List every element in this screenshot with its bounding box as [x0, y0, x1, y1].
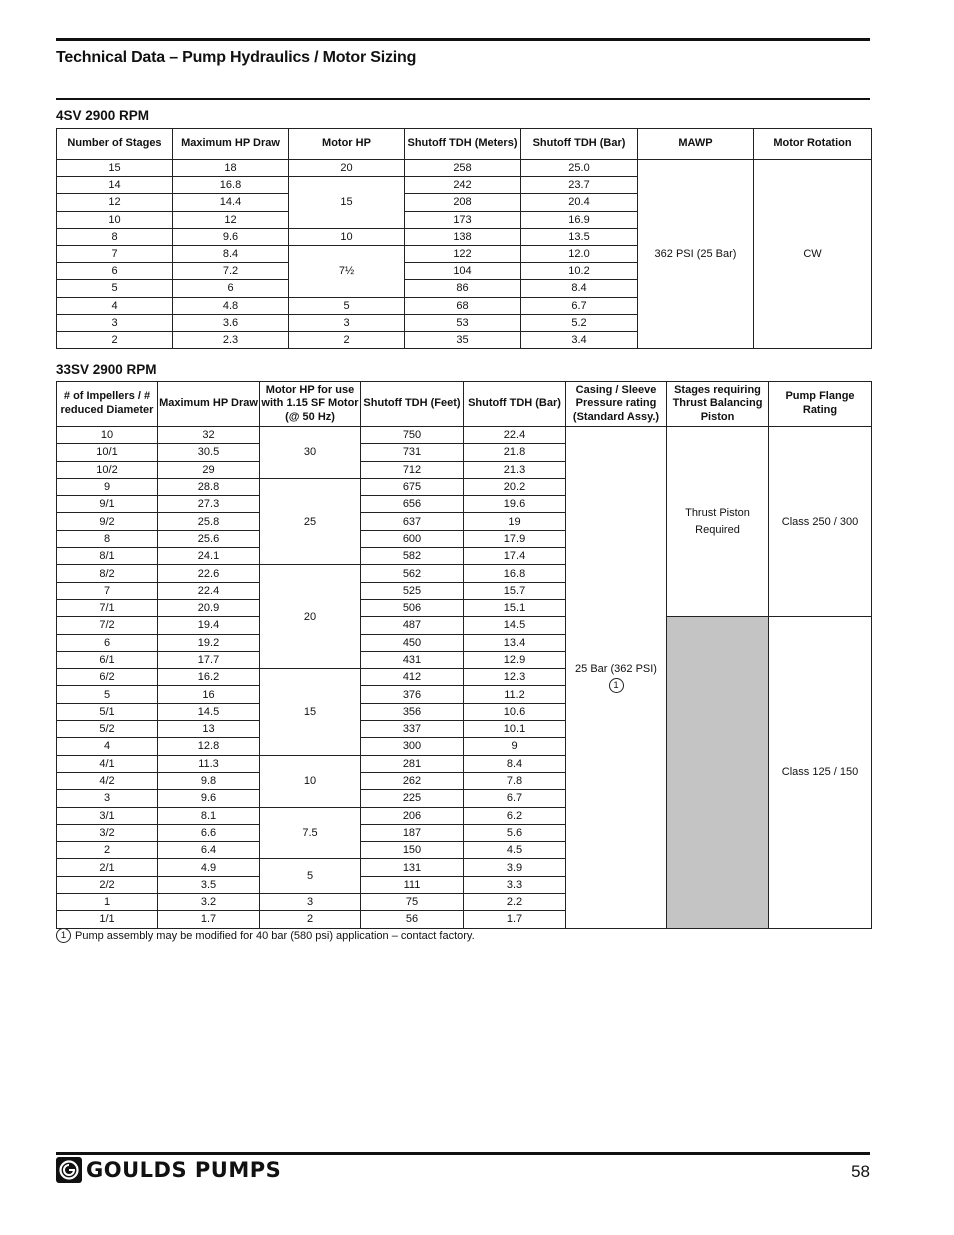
- tdh-bar-cell: 14.5: [464, 617, 566, 634]
- max-hp-cell: 12.8: [158, 738, 260, 755]
- max-hp-cell: 25.8: [158, 513, 260, 530]
- impellers-cell: 9: [57, 478, 158, 495]
- max-hp-cell: 16: [158, 686, 260, 703]
- col-header: Shutoff TDH (Meters): [405, 129, 521, 160]
- tdh-meters-cell: 86: [405, 280, 521, 297]
- tdh-bar-cell: 10.6: [464, 703, 566, 720]
- col-header: Pump Flange Rating: [769, 382, 872, 427]
- tdh-feet-cell: 600: [361, 530, 464, 547]
- tdh-bar-cell: 21.8: [464, 444, 566, 461]
- motor-hp-cell: 3: [260, 894, 361, 911]
- tdh-meters-cell: 122: [405, 245, 521, 262]
- impellers-cell: 9/2: [57, 513, 158, 530]
- tdh-feet-cell: 412: [361, 669, 464, 686]
- tdh-bar-cell: 5.2: [521, 314, 638, 331]
- stages-cell: 3: [57, 314, 173, 331]
- top-rule: [56, 38, 870, 41]
- tdh-bar-cell: 15.1: [464, 599, 566, 616]
- col-header: Shutoff TDH (Bar): [464, 382, 566, 427]
- tdh-feet-cell: 712: [361, 461, 464, 478]
- tdh-feet-cell: 750: [361, 427, 464, 444]
- tdh-feet-cell: 431: [361, 651, 464, 668]
- impellers-cell: 1: [57, 894, 158, 911]
- motor-hp-cell: 10: [289, 228, 405, 245]
- max-hp-cell: 3.6: [173, 314, 289, 331]
- max-hp-cell: 2.3: [173, 331, 289, 348]
- tdh-bar-cell: 16.9: [521, 211, 638, 228]
- page-number: 58: [851, 1162, 870, 1181]
- max-hp-cell: 3.5: [158, 876, 260, 893]
- motor-hp-cell: 2: [260, 911, 361, 928]
- tdh-meters-cell: 104: [405, 263, 521, 280]
- max-hp-cell: 30.5: [158, 444, 260, 461]
- casing-pressure-text: 25 Bar (362 PSI): [575, 662, 657, 675]
- tdh-feet-cell: 150: [361, 842, 464, 859]
- tdh-feet-cell: 562: [361, 565, 464, 582]
- col-header: Stages requiring Thrust Balancing Piston: [667, 382, 769, 427]
- max-hp-cell: 8.4: [173, 245, 289, 262]
- max-hp-cell: 18: [173, 160, 289, 177]
- tdh-feet-cell: 206: [361, 807, 464, 824]
- tdh-feet-cell: 487: [361, 617, 464, 634]
- tdh-bar-cell: 20.2: [464, 478, 566, 495]
- page-title: Technical Data – Pump Hydraulics / Motor Sizing: [56, 49, 417, 66]
- footnote: [56, 928, 475, 943]
- tdh-feet-cell: 356: [361, 703, 464, 720]
- tdh-bar-cell: 13.5: [521, 228, 638, 245]
- tdh-feet-cell: 675: [361, 478, 464, 495]
- max-hp-cell: 28.8: [158, 478, 260, 495]
- impellers-cell: 2/1: [57, 859, 158, 876]
- tdh-feet-cell: 450: [361, 634, 464, 651]
- section-rule: [56, 98, 870, 100]
- col-header: Casing / Sleeve Pressure rating (Standard Assy.): [566, 382, 667, 427]
- max-hp-cell: 6.6: [158, 824, 260, 841]
- flange-rating-cell: Class 125 / 150: [769, 617, 872, 928]
- motor-rotation-cell: CW: [754, 160, 872, 349]
- tdh-bar-cell: 12.3: [464, 669, 566, 686]
- max-hp-cell: 14.5: [158, 703, 260, 720]
- tdh-feet-cell: 731: [361, 444, 464, 461]
- tdh-meters-cell: 173: [405, 211, 521, 228]
- motor-hp-cell: 30: [260, 427, 361, 479]
- max-hp-cell: 22.6: [158, 565, 260, 582]
- max-hp-cell: 16.8: [173, 177, 289, 194]
- motor-hp-cell: 15: [289, 177, 405, 229]
- max-hp-cell: 3.2: [158, 894, 260, 911]
- max-hp-cell: 8.1: [158, 807, 260, 824]
- goulds-logo: [56, 1157, 281, 1183]
- impellers-cell: 3/1: [57, 807, 158, 824]
- tdh-feet-cell: 506: [361, 599, 464, 616]
- stages-cell: 12: [57, 194, 173, 211]
- max-hp-cell: 19.2: [158, 634, 260, 651]
- tdh-feet-cell: 582: [361, 548, 464, 565]
- impellers-cell: 2: [57, 842, 158, 859]
- tdh-meters-cell: 53: [405, 314, 521, 331]
- impellers-cell: 8/2: [57, 565, 158, 582]
- max-hp-cell: 6.4: [158, 842, 260, 859]
- col-header: Maximum HP Draw: [158, 382, 260, 427]
- col-header: Shutoff TDH (Bar): [521, 129, 638, 160]
- table-4sv: [56, 128, 872, 349]
- table-33sv: [56, 381, 872, 929]
- motor-hp-cell: 2: [289, 331, 405, 348]
- flange-rating-cell: Class 250 / 300: [769, 427, 872, 617]
- tdh-bar-cell: 16.8: [464, 565, 566, 582]
- motor-hp-cell: 20: [260, 565, 361, 669]
- impellers-cell: 6/2: [57, 669, 158, 686]
- footnote-text: Pump assembly may be modified for 40 bar (580 psi) application – contact factory.: [75, 929, 475, 942]
- tdh-feet-cell: 262: [361, 772, 464, 789]
- max-hp-cell: 29: [158, 461, 260, 478]
- impellers-cell: 10/1: [57, 444, 158, 461]
- col-header: Number of Stages: [57, 129, 173, 160]
- max-hp-cell: 22.4: [158, 582, 260, 599]
- tdh-bar-cell: 19: [464, 513, 566, 530]
- impellers-cell: 10: [57, 427, 158, 444]
- tdh-bar-cell: 10.2: [521, 263, 638, 280]
- tdh-bar-cell: 20.4: [521, 194, 638, 211]
- tdh-feet-cell: 56: [361, 911, 464, 928]
- tdh-bar-cell: 21.3: [464, 461, 566, 478]
- max-hp-cell: 7.2: [173, 263, 289, 280]
- tdh-bar-cell: 8.4: [521, 280, 638, 297]
- table-row: [57, 160, 872, 177]
- max-hp-cell: 12: [173, 211, 289, 228]
- tdh-feet-cell: 225: [361, 790, 464, 807]
- logo-text: GOULDS PUMPS: [86, 1158, 282, 1182]
- tdh-bar-cell: 3.9: [464, 859, 566, 876]
- tdh-feet-cell: 111: [361, 876, 464, 893]
- stages-cell: 4: [57, 297, 173, 314]
- stages-cell: 8: [57, 228, 173, 245]
- max-hp-cell: 4.9: [158, 859, 260, 876]
- footnote-marker: 1: [56, 928, 71, 943]
- tdh-feet-cell: 637: [361, 513, 464, 530]
- impellers-cell: 4/1: [57, 755, 158, 772]
- tdh-bar-cell: 15.7: [464, 582, 566, 599]
- motor-hp-cell: 7½: [289, 245, 405, 297]
- max-hp-cell: 9.6: [158, 790, 260, 807]
- tdh-feet-cell: 187: [361, 824, 464, 841]
- max-hp-cell: 6: [173, 280, 289, 297]
- tdh-feet-cell: 131: [361, 859, 464, 876]
- motor-hp-cell: 25: [260, 478, 361, 564]
- max-hp-cell: 1.7: [158, 911, 260, 928]
- impellers-cell: 4: [57, 738, 158, 755]
- tdh-meters-cell: 258: [405, 160, 521, 177]
- impellers-cell: 6/1: [57, 651, 158, 668]
- col-header: Shutoff TDH (Feet): [361, 382, 464, 427]
- impellers-cell: 9/1: [57, 496, 158, 513]
- max-hp-cell: 25.6: [158, 530, 260, 547]
- tdh-bar-cell: 12.0: [521, 245, 638, 262]
- tdh-meters-cell: 35: [405, 331, 521, 348]
- impellers-cell: 7/2: [57, 617, 158, 634]
- tdh-bar-cell: 22.4: [464, 427, 566, 444]
- max-hp-cell: 20.9: [158, 599, 260, 616]
- goulds-logo-icon: [56, 1157, 82, 1183]
- max-hp-cell: 9.6: [173, 228, 289, 245]
- impellers-cell: 6: [57, 634, 158, 651]
- tdh-feet-cell: 656: [361, 496, 464, 513]
- motor-hp-cell: 15: [260, 669, 361, 755]
- max-hp-cell: 14.4: [173, 194, 289, 211]
- stages-cell: 5: [57, 280, 173, 297]
- tdh-bar-cell: 3.4: [521, 331, 638, 348]
- tdh-bar-cell: 6.7: [464, 790, 566, 807]
- impellers-cell: 7/1: [57, 599, 158, 616]
- tdh-feet-cell: 300: [361, 738, 464, 755]
- table-row: [57, 617, 872, 634]
- col-header: Motor Rotation: [754, 129, 872, 160]
- tdh-meters-cell: 242: [405, 177, 521, 194]
- tdh-bar-cell: 23.7: [521, 177, 638, 194]
- impellers-cell: 5/1: [57, 703, 158, 720]
- stages-cell: 10: [57, 211, 173, 228]
- max-hp-cell: 19.4: [158, 617, 260, 634]
- motor-hp-cell: 5: [289, 297, 405, 314]
- table1-title: 4SV 2900 RPM: [56, 108, 150, 123]
- footnote-marker: 1: [609, 678, 624, 693]
- tdh-bar-cell: 7.8: [464, 772, 566, 789]
- max-hp-cell: 9.8: [158, 772, 260, 789]
- tdh-feet-cell: 281: [361, 755, 464, 772]
- tdh-bar-cell: 19.6: [464, 496, 566, 513]
- table-row: [57, 427, 872, 444]
- stages-cell: 15: [57, 160, 173, 177]
- col-header: MAWP: [638, 129, 754, 160]
- stages-cell: 2: [57, 331, 173, 348]
- tdh-bar-cell: 12.9: [464, 651, 566, 668]
- max-hp-cell: 17.7: [158, 651, 260, 668]
- stages-cell: 14: [57, 177, 173, 194]
- impellers-cell: 5: [57, 686, 158, 703]
- table2-title: 33SV 2900 RPM: [56, 362, 157, 377]
- max-hp-cell: 32: [158, 427, 260, 444]
- impellers-cell: 3/2: [57, 824, 158, 841]
- tdh-bar-cell: 2.2: [464, 894, 566, 911]
- col-header: Maximum HP Draw: [173, 129, 289, 160]
- mawp-cell: 362 PSI (25 Bar): [638, 160, 754, 349]
- casing-pressure-cell: [566, 427, 667, 929]
- tdh-bar-cell: 10.1: [464, 721, 566, 738]
- tdh-meters-cell: 68: [405, 297, 521, 314]
- tdh-bar-cell: 25.0: [521, 160, 638, 177]
- impellers-cell: 5/2: [57, 721, 158, 738]
- tdh-bar-cell: 5.6: [464, 824, 566, 841]
- tdh-bar-cell: 17.9: [464, 530, 566, 547]
- motor-hp-cell: 7.5: [260, 807, 361, 859]
- max-hp-cell: 24.1: [158, 548, 260, 565]
- tdh-bar-cell: 11.2: [464, 686, 566, 703]
- tdh-bar-cell: 4.5: [464, 842, 566, 859]
- tdh-bar-cell: 1.7: [464, 911, 566, 928]
- motor-hp-cell: 5: [260, 859, 361, 894]
- max-hp-cell: 11.3: [158, 755, 260, 772]
- max-hp-cell: 27.3: [158, 496, 260, 513]
- tdh-feet-cell: 337: [361, 721, 464, 738]
- max-hp-cell: 13: [158, 721, 260, 738]
- tdh-bar-cell: 17.4: [464, 548, 566, 565]
- max-hp-cell: 16.2: [158, 669, 260, 686]
- thrust-piston-cell: Thrust Piston Required: [667, 427, 769, 617]
- impellers-cell: 3: [57, 790, 158, 807]
- impellers-cell: 10/2: [57, 461, 158, 478]
- col-header: Motor HP: [289, 129, 405, 160]
- motor-hp-cell: 10: [260, 755, 361, 807]
- col-header: Motor HP for use with 1.15 SF Motor (@ 50 Hz): [260, 382, 361, 427]
- tdh-meters-cell: 208: [405, 194, 521, 211]
- impellers-cell: 1/1: [57, 911, 158, 928]
- tdh-bar-cell: 13.4: [464, 634, 566, 651]
- table2-header-row: [57, 382, 872, 427]
- footer-rule: [56, 1152, 870, 1155]
- impellers-cell: 8: [57, 530, 158, 547]
- motor-hp-cell: 3: [289, 314, 405, 331]
- impellers-cell: 7: [57, 582, 158, 599]
- tdh-feet-cell: 525: [361, 582, 464, 599]
- tdh-bar-cell: 9: [464, 738, 566, 755]
- impellers-cell: 2/2: [57, 876, 158, 893]
- tdh-bar-cell: 8.4: [464, 755, 566, 772]
- stages-cell: 7: [57, 245, 173, 262]
- motor-hp-cell: 20: [289, 160, 405, 177]
- table1-header-row: [57, 129, 872, 160]
- stages-cell: 6: [57, 263, 173, 280]
- tdh-bar-cell: 6.2: [464, 807, 566, 824]
- shaded-cell: [667, 617, 769, 928]
- tdh-bar-cell: 3.3: [464, 876, 566, 893]
- tdh-meters-cell: 138: [405, 228, 521, 245]
- tdh-feet-cell: 75: [361, 894, 464, 911]
- max-hp-cell: 4.8: [173, 297, 289, 314]
- col-header: # of Impellers / # reduced Diameter: [57, 382, 158, 427]
- impellers-cell: 4/2: [57, 772, 158, 789]
- tdh-feet-cell: 376: [361, 686, 464, 703]
- impellers-cell: 8/1: [57, 548, 158, 565]
- tdh-bar-cell: 6.7: [521, 297, 638, 314]
